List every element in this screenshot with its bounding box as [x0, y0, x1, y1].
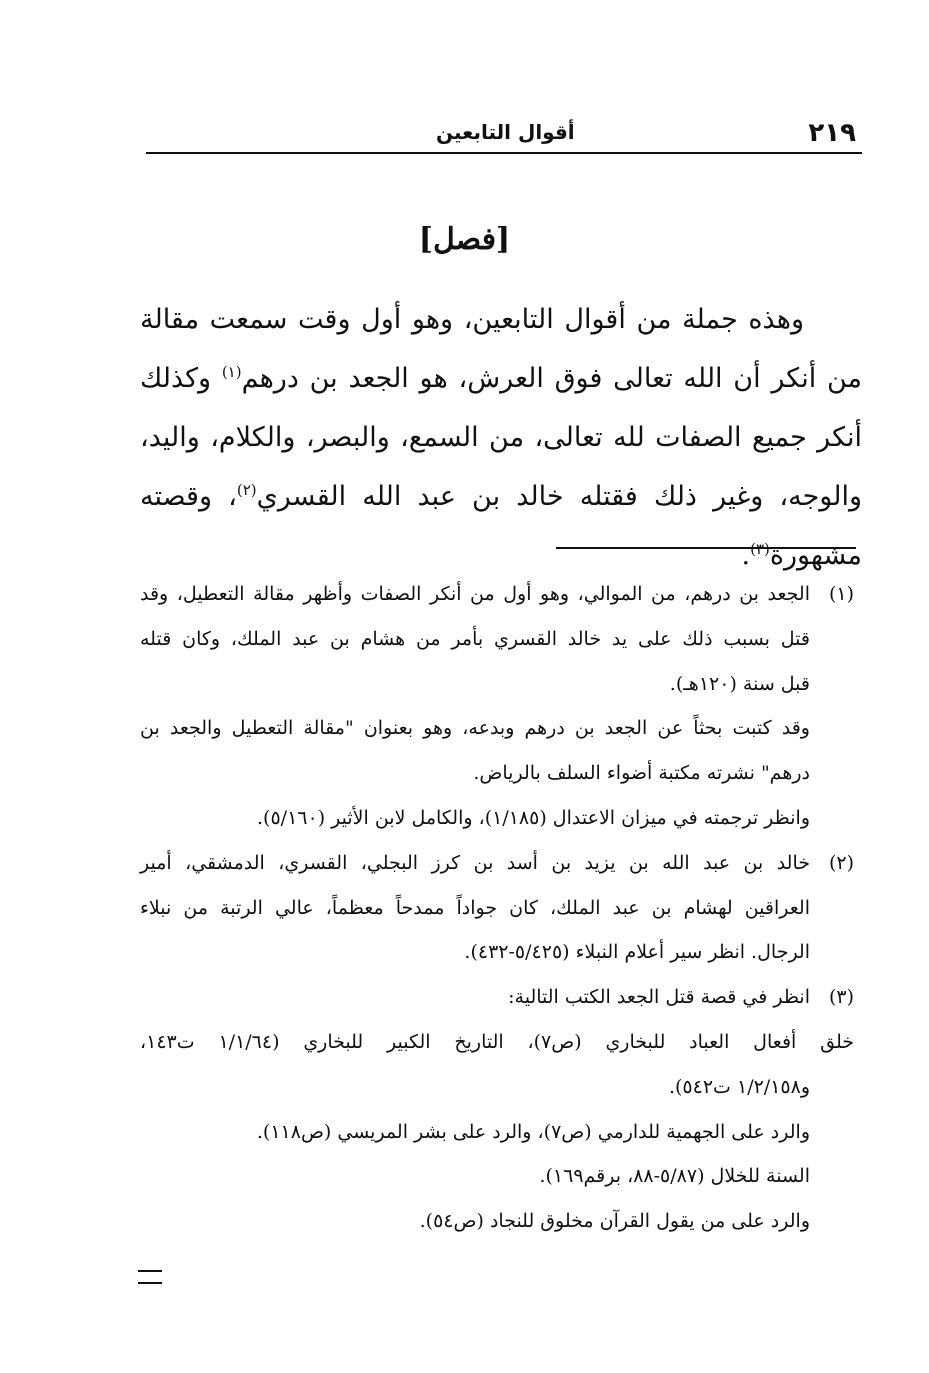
- footnotes: [140, 572, 854, 1244]
- footnote-number: (٣): [828, 986, 854, 1009]
- footnote-ref-3: (٣): [750, 540, 770, 558]
- footnote-line: قبل سنة (١٢٠هـ).: [669, 672, 810, 695]
- body-text-segment: ، وقصته مشهورة: [140, 481, 862, 571]
- footnote-line: انظر في قصة قتل الجعد الكتب التالية:: [508, 986, 810, 1009]
- footnote-2: [140, 841, 854, 975]
- section-title: [فصل]: [418, 222, 511, 257]
- footnote-1-paragraph-2: [140, 706, 810, 796]
- body-text-segment: .: [741, 540, 751, 571]
- continuation-mark: [138, 1270, 162, 1284]
- footnote-number: (٢): [828, 851, 854, 874]
- paragraph: [140, 290, 862, 585]
- footnote-3-reference: [140, 1110, 810, 1155]
- footnote-line: والرد على من يقول القرآن مخلوق للنجاد (ص٥٤).: [419, 1210, 810, 1233]
- footnote-line: العراقين لهشام بن عبد الملك، كان جواداً ممدحاً معظماً، عالي الرتبة من نبلاء: [140, 896, 810, 919]
- footnote-3-reference: [140, 1020, 854, 1110]
- footnote-line: درهم" نشرته مكتبة أضواء السلف بالرياض.: [473, 762, 810, 785]
- footnote-line: قتل بسبب ذلك على يد خالد القسري بأمر من هشام بن عبد الملك، وكان قتله: [140, 627, 810, 650]
- footnote-1-paragraph-3: [140, 796, 810, 841]
- footnote-ref-1: (١): [221, 363, 242, 381]
- footnote-ref-2: (٢): [236, 481, 257, 499]
- footnote-1: [140, 572, 854, 706]
- footnote-separator: [556, 547, 856, 549]
- page-number: ٢١٩: [808, 118, 856, 148]
- footnote-number: (١): [828, 583, 854, 605]
- footnote-line: وقد كتبت بحثاً عن الجعد بن درهم وبدعه، وهو بعنوان "مقالة التعطيل والجعد بن: [140, 717, 810, 740]
- page-header: [146, 118, 862, 154]
- footnote-line: و١/٢/١٥٨ ت٥٤٢).: [668, 1075, 810, 1098]
- main-paragraph: [140, 290, 862, 585]
- body-text-segment: وهذه جملة من أقوال التابعين، وهو أول وقت سمعت مقالة من أنكر أن الله تعالى فوق العرش، هو الجعد بن درهم: [140, 304, 862, 394]
- body-text-segment: وكذلك أنكر جميع الصفات لله تعالى، من السمع، والبصر، والكلام، واليد، والوجه، وغير ذلك فقتله خالد بن عبد الله القسري: [140, 363, 862, 512]
- footnote-body: [140, 841, 810, 975]
- footnote-line: الرجال. انظر سير أعلام النبلاء (٥/٤٢٥-٤٣٢).: [464, 941, 810, 964]
- footnote-line: وانظر ترجمته في ميزان الاعتدال (١/١٨٥)، والكامل لابن الأثير (٥/١٦٠).: [257, 806, 810, 829]
- footnote-line: خالد بن عبد الله بن يزيد بن أسد بن كرز البجلي، القسري، الدمشقي، أمير: [140, 851, 810, 874]
- footnote-line: والرد على الجهمية للدارمي (ص٧)، والرد على بشر المريسي (ص١١٨).: [256, 1120, 810, 1143]
- footnote-line: خلق أفعال العباد للبخاري (ص٧)، التاريخ الكبير للبخاري (١/١/٦٤ ت١٤٣،: [140, 1030, 854, 1053]
- footnote-3-reference: [140, 1154, 810, 1199]
- footnote-line: الجعد بن درهم، من الموالي، وهو أول من أنكر الصفات وأظهر مقالة التعطيل، وقد: [140, 583, 810, 605]
- footnote-body: [140, 572, 810, 706]
- footnote-3: [140, 975, 854, 1020]
- footnote-3-reference: [140, 1199, 810, 1244]
- running-head: أقوال التابعين: [436, 120, 575, 144]
- footnote-body: [140, 975, 810, 1020]
- footnote-line: السنة للخلال (٥/٨٧-٨٨، برقم١٦٩).: [539, 1165, 810, 1188]
